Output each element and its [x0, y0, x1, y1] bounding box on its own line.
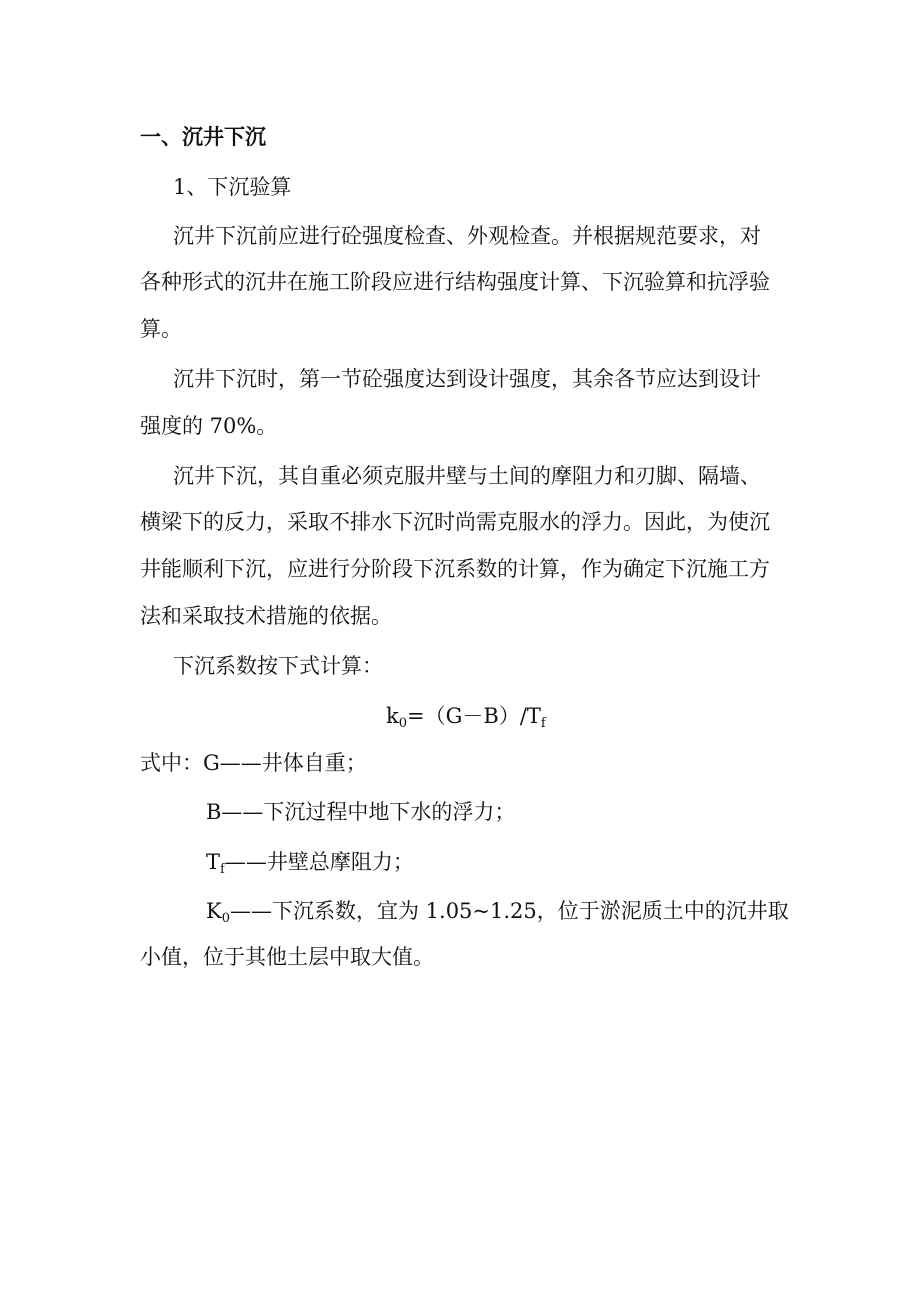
paragraph-1-line-1: 沉井下沉前应进行砼强度检查、外观检查。并根据规范要求，对	[173, 224, 761, 248]
paragraph-3-line-1: 沉井下沉，其自重必须克服井壁与土间的摩阻力和刃脚、隔墙、	[173, 464, 761, 488]
formula-k-subscript: 0	[398, 716, 408, 731]
definition-k-symbol: K	[206, 899, 222, 923]
formula	[386, 704, 546, 731]
definition-t	[206, 850, 414, 877]
definition-k-line-2: 小值，位于其他土层中取大值。	[140, 945, 434, 969]
definition-k-text: ——下沉系数，宜为 1.05~1.25，位于淤泥质土中的沉井取	[229, 899, 789, 923]
paragraph-3-line-4: 法和采取技术措施的依据。	[140, 604, 392, 628]
definition-g: 式中：G——井体自重；	[140, 751, 367, 775]
paragraph-3-line-3: 井能顺利下沉，应进行分阶段下沉系数的计算，作为确定下沉施工方	[140, 557, 770, 581]
subsection-heading: 1、下沉验算	[173, 175, 292, 199]
paragraph-2-line-2: 强度的 70%。	[140, 414, 278, 438]
section-heading: 一、沉井下沉	[140, 125, 266, 149]
definition-t-symbol: T	[206, 850, 221, 874]
paragraph-1-line-3: 算。	[140, 317, 182, 341]
formula-body: =（G－B）/T	[407, 704, 541, 728]
paragraph-1-line-2: 各种形式的沉井在施工阶段应进行结构强度计算、下沉验算和抗浮验	[140, 270, 770, 294]
definition-k	[206, 899, 789, 926]
definition-b: B——下沉过程中地下水的浮力；	[206, 800, 516, 824]
formula-t-subscript: f	[540, 716, 546, 731]
definition-t-subscript: f	[220, 862, 225, 877]
paragraph-2-line-1: 沉井下沉时，第一节砼强度达到设计强度，其余各节应达到设计	[173, 367, 761, 391]
formula-intro: 下沉系数按下式计算：	[173, 654, 383, 678]
formula-k: k	[386, 704, 399, 728]
definition-k-subscript: 0	[221, 911, 230, 926]
paragraph-3-line-2: 横梁下的反力，采取不排水下沉时尚需克服水的浮力。因此，为使沉	[140, 510, 770, 534]
definition-t-text: ——井壁总摩阻力；	[224, 850, 414, 874]
